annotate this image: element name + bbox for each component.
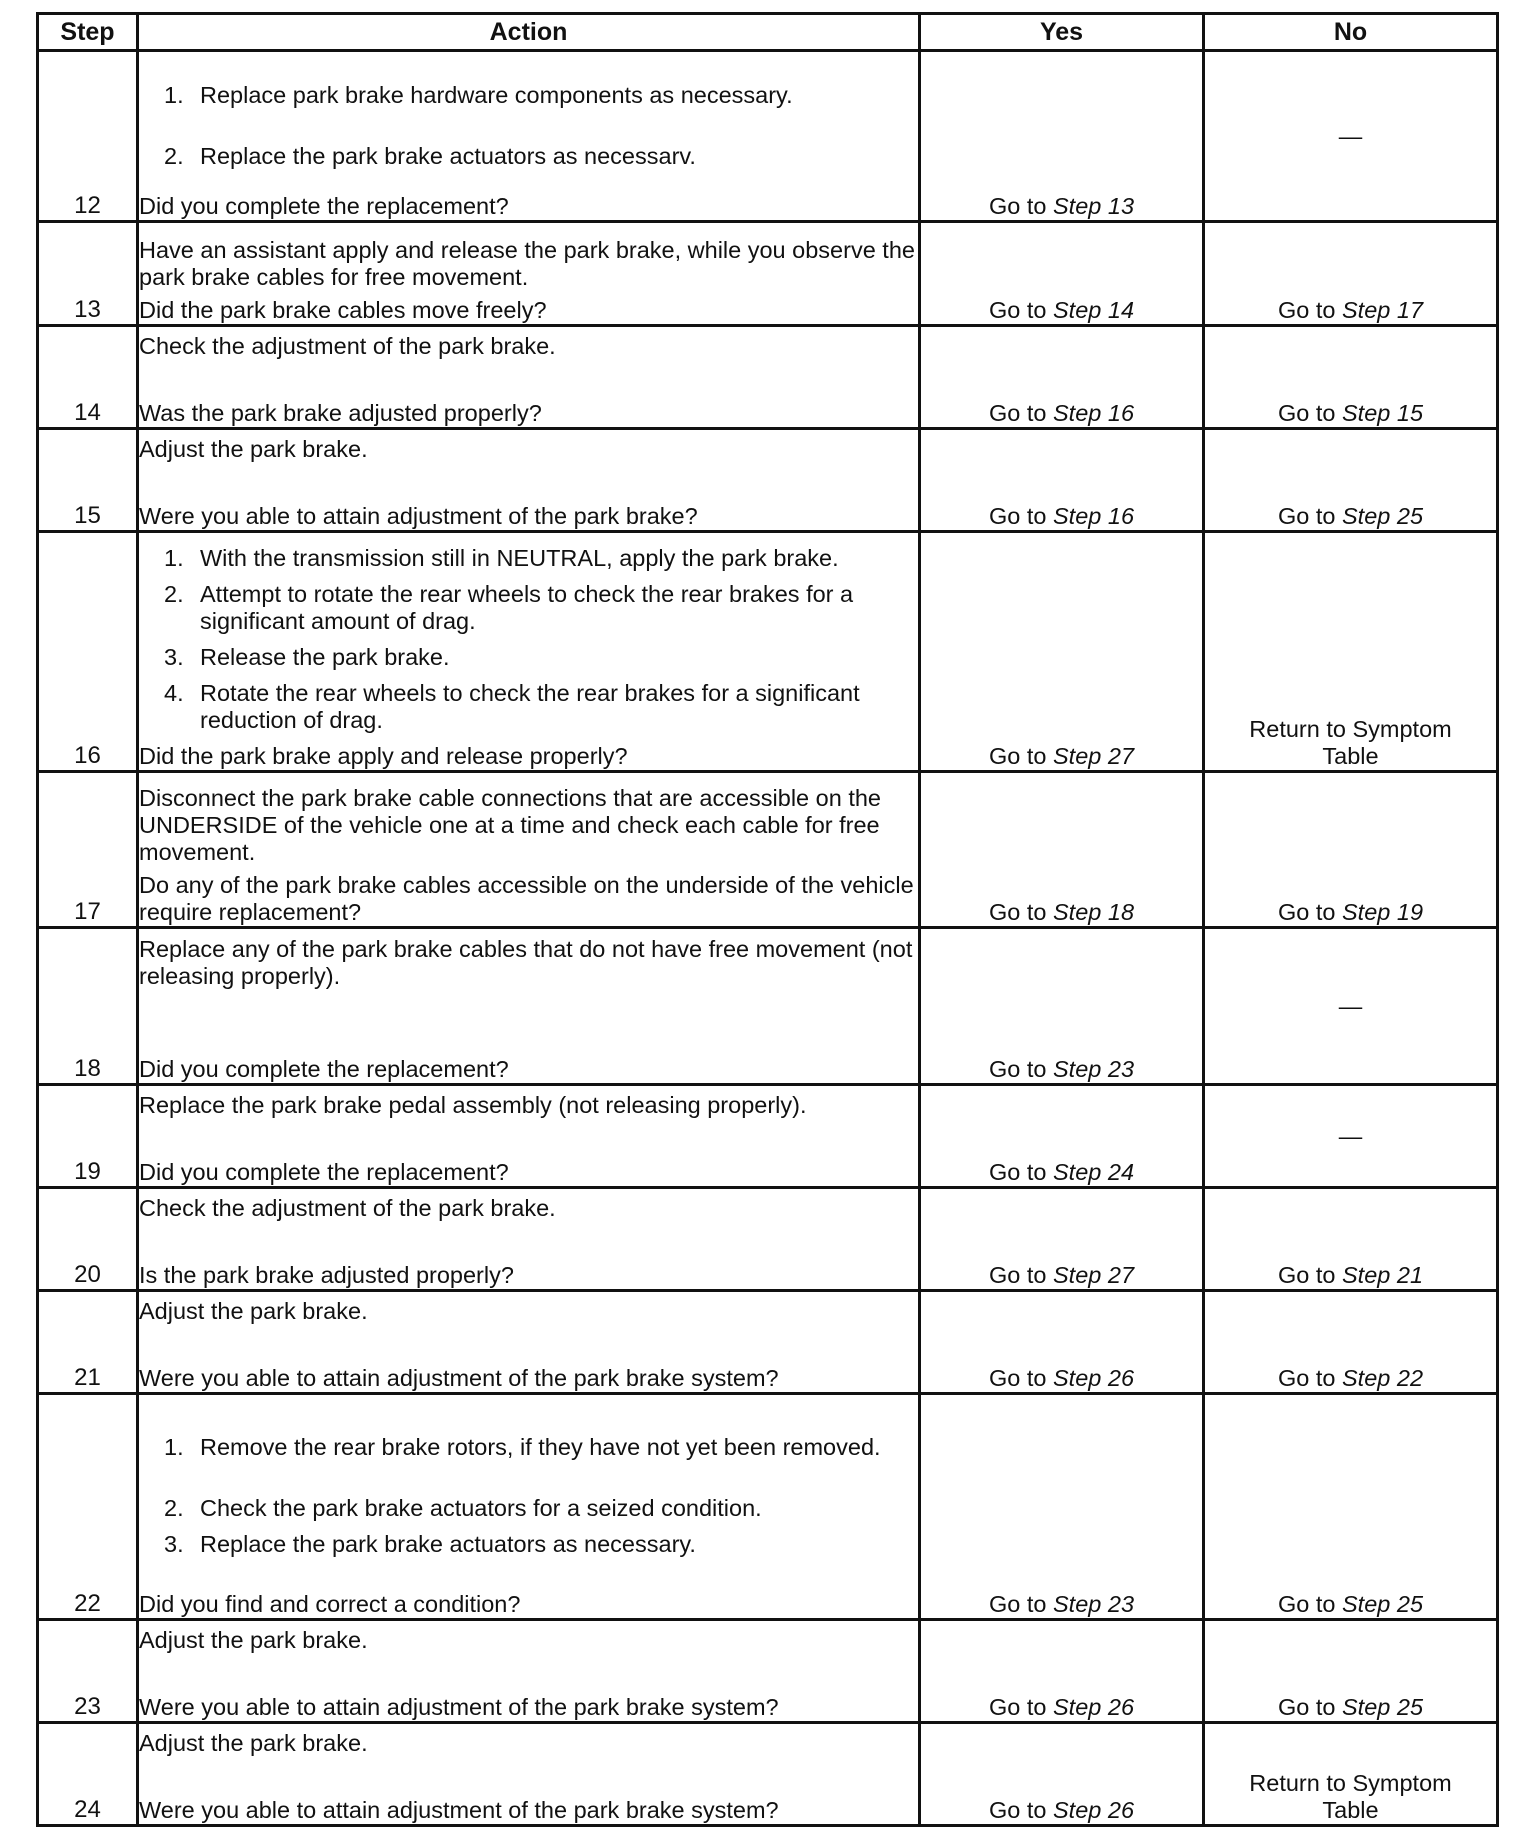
no-cell <box>1204 51 1498 222</box>
action-step-item <box>164 1495 918 1522</box>
action-cell <box>138 1291 920 1394</box>
action-text: Have an assistant apply and release the park brake, while you observe the park brake cables for free movement. <box>139 237 915 290</box>
step-number: 19 <box>38 1085 138 1188</box>
action-step-item <box>164 143 918 170</box>
no-cell <box>1204 928 1498 1085</box>
action-text: Replace any of the park brake cables that do not have free movement (not releasing properly). <box>139 936 913 989</box>
table-row <box>38 772 1498 928</box>
action-text: Adjust the park brake. <box>139 436 368 462</box>
action-question: Did the park brake apply and release properly? <box>139 743 628 769</box>
no-prefix: Go to <box>1277 503 1336 529</box>
no-prefix: Go to <box>1277 1591 1336 1617</box>
yes-step-ref: Step 13 <box>1053 193 1135 219</box>
action-question: Did you complete the replacement? <box>139 1159 509 1185</box>
no-step-ref: Step 21 <box>1342 1262 1424 1288</box>
yes-prefix: Go to <box>988 743 1047 769</box>
no-prefix: Go to <box>1277 899 1336 925</box>
item-text: With the transmission still in NEUTRAL, apply the park brake. <box>200 545 839 571</box>
action-steps <box>139 82 918 170</box>
step-number: 21 <box>38 1291 138 1394</box>
item-number: 4. <box>164 680 184 706</box>
no-return-text: Return to Symptom Table <box>1249 1770 1452 1823</box>
yes-step-ref: Step 27 <box>1053 743 1135 769</box>
yes-step-ref: Step 18 <box>1053 899 1135 925</box>
no-cell <box>1204 772 1498 928</box>
table-row <box>38 429 1498 532</box>
no-dash: — <box>1338 1122 1363 1149</box>
action-cell <box>138 1723 920 1826</box>
yes-cell <box>920 1291 1204 1394</box>
yes-cell <box>920 532 1204 772</box>
table-row <box>38 1085 1498 1188</box>
no-cell <box>1204 1394 1498 1620</box>
item-number: 3. <box>164 644 184 670</box>
yes-step-ref: Step 16 <box>1053 400 1135 426</box>
no-dash: — <box>1338 992 1363 1019</box>
action-text: Adjust the park brake. <box>139 1298 368 1324</box>
action-text: Disconnect the park brake cable connections that are accessible on the UNDERSIDE of the vehicle one at a time and check each cable for free movement. <box>139 785 881 865</box>
header-action: Action <box>138 14 920 51</box>
action-step-item <box>164 581 918 635</box>
yes-step-ref: Step 16 <box>1053 503 1135 529</box>
action-text: Adjust the park brake. <box>139 1730 368 1756</box>
table-row <box>38 51 1498 222</box>
yes-cell <box>920 1085 1204 1188</box>
yes-step-ref: Step 27 <box>1053 1262 1135 1288</box>
action-question: Did you find and correct a condition? <box>139 1591 521 1617</box>
item-number: 1. <box>164 82 184 108</box>
yes-prefix: Go to <box>988 1591 1047 1617</box>
step-number: 22 <box>38 1394 138 1620</box>
yes-cell <box>920 222 1204 326</box>
header-row <box>38 14 1498 51</box>
item-text: Replace the park brake actuators as necessarv. <box>200 143 696 169</box>
yes-prefix: Go to <box>988 297 1047 323</box>
item-number: 1. <box>164 545 184 571</box>
action-question: Were you able to attain adjustment of the park brake system? <box>139 1694 779 1720</box>
action-question: Were you able to attain adjustment of the park brake? <box>139 503 698 529</box>
action-question: Were you able to attain adjustment of the park brake system? <box>139 1365 779 1391</box>
item-text: Rotate the rear wheels to check the rear brakes for a significant reduction of drag. <box>200 680 860 733</box>
step-number: 23 <box>38 1620 138 1723</box>
yes-cell <box>920 326 1204 429</box>
action-step-item <box>164 644 918 671</box>
diagnostic-table-sheet <box>36 12 1496 1827</box>
yes-step-ref: Step 14 <box>1053 297 1135 323</box>
action-question: Were you able to attain adjustment of the park brake system? <box>139 1797 779 1823</box>
no-step-ref: Step 22 <box>1342 1365 1424 1391</box>
header-no: No <box>1204 14 1498 51</box>
action-cell <box>138 1085 920 1188</box>
yes-prefix: Go to <box>988 899 1047 925</box>
action-text: Check the adjustment of the park brake. <box>139 1195 556 1221</box>
diagnostic-table <box>36 12 1499 1827</box>
yes-prefix: Go to <box>988 1365 1047 1391</box>
no-step-ref: Step 25 <box>1342 503 1424 529</box>
action-cell <box>138 1620 920 1723</box>
action-cell <box>138 928 920 1085</box>
item-text: Replace the park brake actuators as necessary. <box>200 1531 696 1557</box>
action-text: Check the adjustment of the park brake. <box>139 333 556 359</box>
no-return-text: Return to Symptom Table <box>1249 716 1452 769</box>
yes-cell <box>920 1620 1204 1723</box>
yes-prefix: Go to <box>988 1056 1047 1082</box>
header-yes: Yes <box>920 14 1204 51</box>
item-number: 3. <box>164 1531 184 1557</box>
action-cell <box>138 222 920 326</box>
item-text: Check the park brake actuators for a seized condition. <box>200 1495 762 1521</box>
action-text: Adjust the park brake. <box>139 1627 368 1653</box>
action-step-item <box>164 1434 918 1461</box>
action-question: Did you complete the replacement? <box>139 1056 509 1082</box>
item-text: Attempt to rotate the rear wheels to check the rear brakes for a significant amount of drag. <box>200 581 854 634</box>
no-cell <box>1204 1188 1498 1291</box>
yes-step-ref: Step 23 <box>1053 1056 1135 1082</box>
table-row <box>38 222 1498 326</box>
step-number: 15 <box>38 429 138 532</box>
step-number: 14 <box>38 326 138 429</box>
yes-prefix: Go to <box>988 1694 1047 1720</box>
no-cell <box>1204 1291 1498 1394</box>
no-step-ref: Step 15 <box>1342 400 1424 426</box>
yes-step-ref: Step 26 <box>1053 1694 1135 1720</box>
action-cell <box>138 429 920 532</box>
yes-step-ref: Step 24 <box>1053 1159 1135 1185</box>
yes-prefix: Go to <box>988 1159 1047 1185</box>
action-cell <box>138 532 920 772</box>
no-cell <box>1204 1723 1498 1826</box>
no-prefix: Go to <box>1277 1262 1336 1288</box>
action-cell <box>138 1394 920 1620</box>
action-question: Do any of the park brake cables accessible on the underside of the vehicle require replacement? <box>139 872 914 925</box>
action-question: Did you complete the replacement? <box>139 193 509 219</box>
step-number: 20 <box>38 1188 138 1291</box>
action-question: Did the park brake cables move freely? <box>139 297 547 323</box>
item-number: 2. <box>164 581 184 607</box>
no-prefix: Go to <box>1277 400 1336 426</box>
no-prefix: Go to <box>1277 297 1336 323</box>
action-steps <box>139 1434 918 1558</box>
step-number: 17 <box>38 772 138 928</box>
item-number: 2. <box>164 1495 184 1521</box>
yes-cell <box>920 928 1204 1085</box>
no-step-ref: Step 19 <box>1342 899 1424 925</box>
no-step-ref: Step 25 <box>1342 1591 1424 1617</box>
step-number: 16 <box>38 532 138 772</box>
yes-cell <box>920 1188 1204 1291</box>
table-row <box>38 928 1498 1085</box>
action-cell <box>138 772 920 928</box>
table-row <box>38 1620 1498 1723</box>
no-step-ref: Step 17 <box>1342 297 1424 323</box>
no-cell <box>1204 1620 1498 1723</box>
no-cell <box>1204 222 1498 326</box>
action-step-item <box>164 1531 918 1558</box>
action-step-item <box>164 680 918 734</box>
yes-step-ref: Step 26 <box>1053 1797 1135 1823</box>
table-row <box>38 1394 1498 1620</box>
yes-prefix: Go to <box>988 400 1047 426</box>
table-row <box>38 1291 1498 1394</box>
item-number: 1. <box>164 1434 184 1460</box>
yes-step-ref: Step 26 <box>1053 1365 1135 1391</box>
header-step: Step <box>38 14 138 51</box>
step-number: 18 <box>38 928 138 1085</box>
no-cell <box>1204 532 1498 772</box>
yes-prefix: Go to <box>988 503 1047 529</box>
yes-cell <box>920 429 1204 532</box>
no-step-ref: Step 25 <box>1342 1694 1424 1720</box>
action-step-item <box>164 545 918 572</box>
action-question: Is the park brake adjusted properly? <box>139 1262 514 1288</box>
item-number: 2. <box>164 143 184 169</box>
step-number: 24 <box>38 1723 138 1826</box>
no-dash: — <box>1338 122 1363 149</box>
no-cell <box>1204 326 1498 429</box>
yes-cell <box>920 772 1204 928</box>
table-row <box>38 1188 1498 1291</box>
action-step-item <box>164 82 918 109</box>
yes-prefix: Go to <box>988 193 1047 219</box>
table-row <box>38 326 1498 429</box>
no-prefix: Go to <box>1277 1694 1336 1720</box>
no-prefix: Go to <box>1277 1365 1336 1391</box>
step-number: 13 <box>38 222 138 326</box>
yes-cell <box>920 1394 1204 1620</box>
action-steps <box>139 545 918 734</box>
action-question: Was the park brake adjusted properly? <box>139 400 542 426</box>
table-row <box>38 1723 1498 1826</box>
item-text: Remove the rear brake rotors, if they have not yet been removed. <box>200 1434 881 1460</box>
no-cell <box>1204 429 1498 532</box>
action-cell <box>138 326 920 429</box>
yes-prefix: Go to <box>988 1262 1047 1288</box>
yes-cell <box>920 51 1204 222</box>
item-text: Replace park brake hardware components as necessary. <box>200 82 793 108</box>
action-text: Replace the park brake pedal assembly (not releasing properly). <box>139 1092 807 1118</box>
item-text: Release the park brake. <box>200 644 450 670</box>
action-cell <box>138 51 920 222</box>
yes-prefix: Go to <box>988 1797 1047 1823</box>
table-row <box>38 532 1498 772</box>
step-number: 12 <box>38 51 138 222</box>
yes-cell <box>920 1723 1204 1826</box>
yes-step-ref: Step 23 <box>1053 1591 1135 1617</box>
action-cell <box>138 1188 920 1291</box>
no-cell <box>1204 1085 1498 1188</box>
